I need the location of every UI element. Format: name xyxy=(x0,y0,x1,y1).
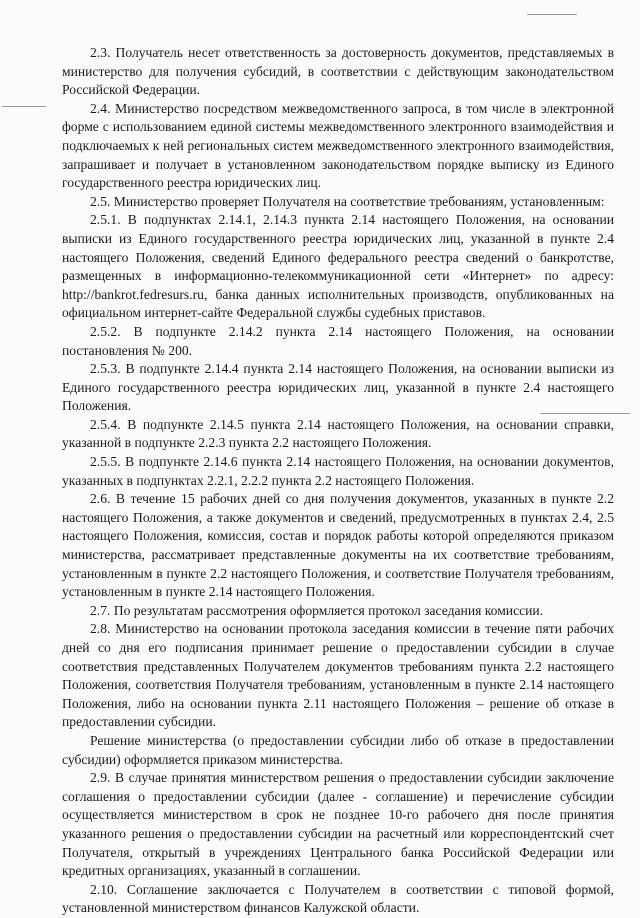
paragraph-2-10: 2.10. Соглашение заключается с Получателем в соответствии с типовой формой, установленной министерством финансов Калужской области. xyxy=(62,881,614,916)
paragraph-2-8: 2.8. Министерство на основании протокола заседания комиссии в течение пяти рабочих дней со дня его подписания принимает решение о предоставлении субсидии в случае соответствия представленных Получателем документов требованиям пункта 2.2 настоящего Положения, соответствия Получателя требованиям, установленным в пункте 2.14 настоящего Положения, либо на основании пункта 2.11 настоящего Положения – решение об отказе в предоставлении субсидии. xyxy=(62,621,614,730)
paragraph-2-5-5: 2.5.5. В подпункте 2.14.6 пункта 2.14 настоящего Положения, на основании документов, указанных в подпунктах 2.2.1, 2.2.2 пункта 2.2 настоящего Положения. xyxy=(62,454,614,488)
paragraph-2-7: 2.7. По результатам рассмотрения оформляется протокол заседания комиссии. xyxy=(90,602,544,618)
paragraph-2-3: 2.3. Получатель несет ответственность за достоверность документов, представляемых в министерство для получения субсидий, в соответствии с действующим законодательством Российской Федерации. xyxy=(62,45,614,98)
paragraph-2-5-4: 2.5.4. В подпункте 2.14.5 пункта 2.14 настоящего Положения, на основании справки, указанной в подпункте 2.2.3 пункта 2.2 настоящего Положения. xyxy=(62,416,614,451)
paragraph-2-6: 2.6. В течение 15 рабочих дней со дня получения документов, указанных в пункте 2.2 настоящего Положения, а также документов и сведений, предусмотренных в пунктах 2.4, 2.5 настоящего Положения, комиссия, состав и порядок работы которой определяются приказом министерства, рассматривает представленные документы на их соответствие требованиям, установленным в пункте 2.2 настоящего Положения, и соответствие Получателя требованиям, установленным в пункте 2.14 настоящего Положения. xyxy=(62,491,614,600)
paragraph-2-5: 2.5. Министерство проверяет Получателя на соответствие требованиям, установленным: xyxy=(90,193,605,209)
paragraph-2-9: 2.9. В случае принятия министерством решения о предоставлении субсидии заключение соглашения о предоставлении субсидии (далее - соглашение) и перечисление субсидии осуществляется министерством в срок не позднее 10-го рабочего дня после принятия указанного решения о предоставлении субсидии на расчетный или корреспондентский счет Получателя, открытый в учреждениях Центрального банка Российской Федерации или кредитных организациях, указанный в соглашении. xyxy=(62,770,614,879)
document-body xyxy=(62,44,614,918)
paragraph-decision: Решение министерства (о предоставлении субсидии либо об отказе в предоставлении субсидии) оформляется приказом министерства. xyxy=(62,732,614,767)
scan-artifact-top xyxy=(527,14,577,15)
paragraph-2-4: 2.4. Министерство посредством межведомственного запроса, в том числе в электронной форме с использованием единой системы межведомственного электронного взаимодействия и подключаемых к ней региональных систем межведомственного электронного взаимодействия, запрашивает и получает в установленном законодательством порядке выписку из Единого государственного реестра юридических лиц. xyxy=(62,100,614,191)
paragraph-2-5-1: 2.5.1. В подпунктах 2.14.1, 2.14.3 пункта 2.14 настоящего Положения, на основании выписки из Единого государственного реестра юридических лиц, указанной в пункте 2.4 настоящего Положения, сведений Единого федерального реестра сведений о банкротстве, размещенных в информационно-телекоммуникационной сети «Интернет» по адресу: http://bankrot.fedresurs.ru, банка данных исполнительных производств, опубликованных на официальном интернет-сайте Федеральной службы судебных приставов. xyxy=(62,212,614,321)
scan-artifact-left xyxy=(2,106,46,107)
paragraph-2-5-2: 2.5.2. В подпункте 2.14.2 пункта 2.14 настоящего Положения, на основании постановления № 200. xyxy=(62,323,614,358)
paragraph-2-5-3: 2.5.3. В подпункте 2.14.4 пункта 2.14 настоящего Положения, на основании выписки из Единого государственного реестра юридических лиц, указанной в пункте 2.4 настоящего Положения. xyxy=(62,361,614,414)
